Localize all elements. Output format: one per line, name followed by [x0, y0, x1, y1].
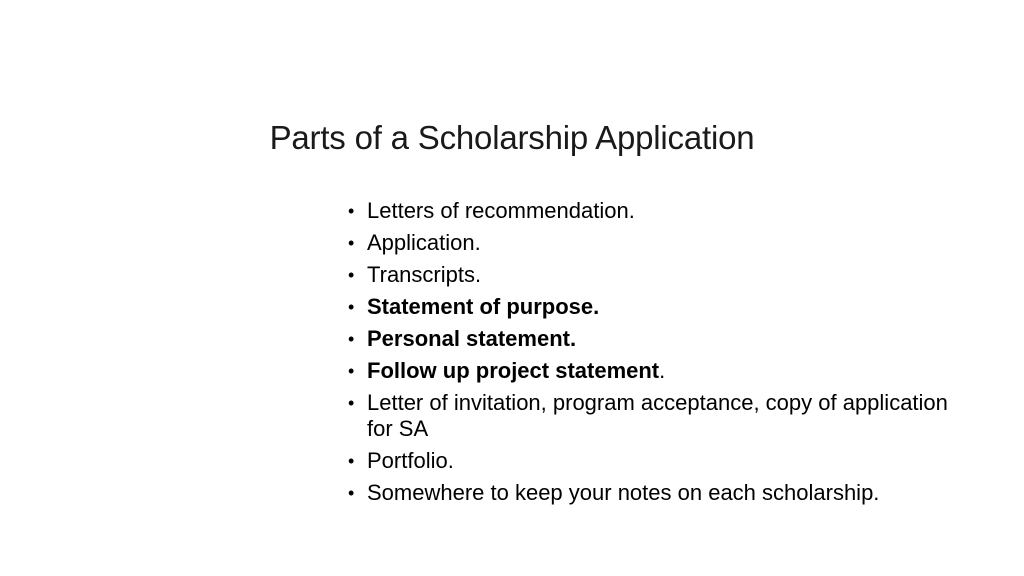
bullet-list — [348, 198, 948, 512]
list-item-text: . — [659, 358, 666, 383]
bullet-icon: • — [348, 233, 355, 253]
list-item — [348, 294, 948, 320]
list-item-text: Letters of recommendation. — [367, 198, 635, 223]
slide-title: Parts of a Scholarship Application — [269, 119, 755, 156]
list-item-text: Application. — [367, 230, 481, 255]
list-item — [348, 480, 948, 506]
list-item — [348, 262, 948, 288]
bullet-icon: • — [348, 393, 355, 413]
bullet-icon: • — [348, 329, 355, 349]
bullet-icon: • — [348, 361, 355, 381]
list-item-bold-text: Statement of purpose. — [367, 294, 600, 319]
list-item-text: Letter of invitation, program acceptance, copy of application for SA — [367, 390, 948, 441]
bullet-icon: • — [348, 297, 355, 317]
list-item-text: Portfolio. — [367, 448, 454, 473]
list-item-bold-text: Personal statement. — [367, 326, 577, 351]
list-item-text: Transcripts. — [367, 262, 482, 287]
list-item — [348, 230, 948, 256]
list-item — [348, 390, 948, 442]
list-item — [348, 198, 948, 224]
list-item-text: Somewhere to keep your notes on each scholarship. — [367, 480, 880, 505]
list-item — [348, 448, 948, 474]
list-item-bold-text: Follow up project statement — [367, 358, 660, 383]
bullet-icon: • — [348, 483, 355, 503]
bullet-icon: • — [348, 265, 355, 285]
list-item — [348, 358, 948, 384]
list-item — [348, 326, 948, 352]
bullet-icon: • — [348, 201, 355, 221]
bullet-icon: • — [348, 451, 355, 471]
